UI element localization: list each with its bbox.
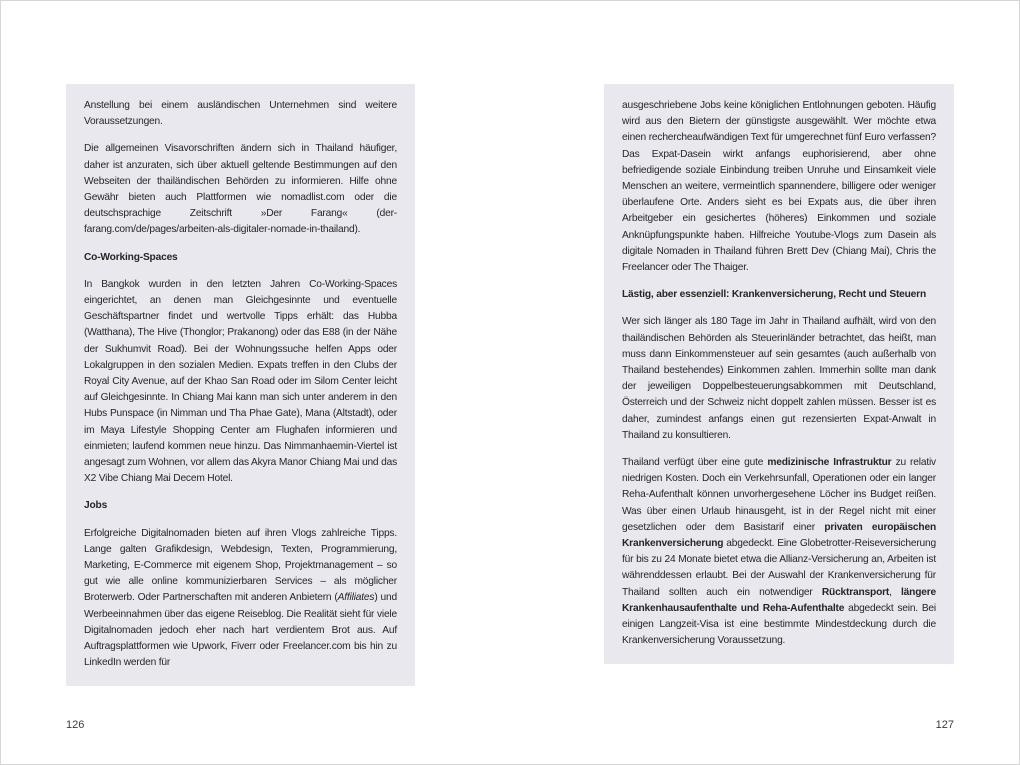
text-run: Anstellung bei einem ausländischen Unternehmen sind weitere Voraussetzungen. [84,100,397,128]
bold-text-run: Jobs [84,500,108,512]
text-run: Thailand verfügt über eine gute [622,457,768,469]
right-page [510,0,1020,765]
body-paragraph [622,98,936,276]
text-run: , [889,586,902,598]
section-heading [84,250,397,266]
bold-text-run: Co-Working-Spaces [84,251,178,263]
section-heading [622,287,936,303]
body-paragraph [84,98,397,130]
body-paragraph [622,455,936,649]
body-paragraph [84,277,397,488]
body-paragraph [622,314,936,444]
text-run: ausgeschriebene Jobs keine königlichen Entlohnungen geboten. Häufig wird aus den Bietern der günstigste ausgewählt. Wer möchte etwa einen rechercheaufwändigen Text für umgerechnet fünf Euro verfassen? Das Expat-Dasein wirkt anfangs euphorisierend, aber ohne befriedigende soziale Einbindung treiben Unruhe und Einsamkeit viele Menschen an weitere, vermeintlich spannendere, billigere oder weniger überlaufene Orte. Anders sieht es bei Expats aus, die über ihren Arbeitgeber ein gesichertes (höheres) Einkommen und soziale Anknüpfungspunkte haben. Hilfreiche Youtube-Vlogs zum Dasein als digitale Nomaden in Thailand führen Brett Dev (Chiang Mai), Chris the Freelancer oder The Thaiger. [622,100,936,274]
text-run: zu relativ niedrigen Kosten. Doch ein Verkehrsunfall, Operationen oder ein langer Reha-Aufenthalt können unvorhergesehene Löcher ins Budget reißen. Was über einen Urlaub hinausgeht, ist in der Regel nicht mit einer gesetzlichen oder dem Basistarif einer [622,457,936,533]
bold-text-run: privaten europäischen Krankenversicherung [622,521,936,550]
right-page-text-box [604,84,954,664]
left-page-number: 126 [66,719,85,731]
text-run: Erfolgreiche Digitalnomaden bieten auf ihren Vlogs zahlreiche Tipps. Lange galten Grafikdesign, Webdesign, Texten, Programmierung, Marketing, E-Commerce mit eigenem Shop, Projektmanagement – so gut wie alle online kommunizierbaren Services – als möglicher Broterwerb. Oder Partnerschaften mit anderen Anbietern ( [84,527,397,604]
right-page-number: 127 [935,719,954,731]
section-heading [84,498,397,514]
text-run: abgedeckt. Eine Globetrotter-Reiseversicherung für bis zu 24 Monate bietet etwa die Allianz-Versicherung an, Arbeiten ist währenddessen erlaubt. Bei der Auswahl der Krankenversicherung für Thailand sollten auch ein notwendiger [622,538,936,598]
bold-text-run: längere Krankenhausaufenthalte und Reha-Aufenthalte [622,586,936,614]
italic-text-run: Affiliates [337,592,375,604]
bold-text-run: Rücktransport [821,586,890,598]
body-paragraph [84,141,397,238]
text-run: abgedeckt sein. Bei einigen Langzeit-Visa ist eine bestimmte Mindestdeckung durch die Krankenversicherung Voraussetzung. [622,602,937,647]
bold-text-run: Lästig, aber essenziell: Krankenversicherung, Recht und Steuern [622,289,927,301]
body-paragraph [84,526,397,672]
bold-text-run: medizinische Infrastruktur [767,457,892,469]
text-run: ) und Werbeeinnahmen über das eigene Reiseblog. Die Realität sieht für viele Digitalnomaden jedoch eher nach hart verdientem Brot aus. Auf Auftragsplattformen wie Upwork, Fiverr oder Freelancer.com bis hin zu LinkedIn werden für [84,592,397,669]
left-page-text-box [66,84,415,686]
text-run: Die allgemeinen Visavorschriften ändern sich in Thailand häufiger, daher ist anzuraten, sich über aktuell geltende Bestimmungen auf den Webseiten der thailändischen Behörden zu informieren. Hilfe ohne Gewähr bieten auch Plattformen wie nomadlist.com oder die deutschsprachige Zeitschrift »Der Farang« (der-farang.com/de/pages/arbeiten-als-digitaler-nomade-in-thailand). [84,143,397,236]
text-run: In Bangkok wurden in den letzten Jahren Co-Working-Spaces eingerichtet, an denen man Gleichgesinnte und eventuelle Geschäftspartner findet und wertvolle Tipps erhält: das Hubba (Watthana), The Hive (Thonglor; Prakanong) oder das E88 (in der Nähe der Sukhumvit Road). Bei der Wohnungssuche helfen Apps oder Lokalgruppen in den sozialen Medien. Expats treffen in den Clubs der Royal City Avenue, auf der Khao San Road oder im Silom Center leicht auf Gleichgesinnte. In Chiang Mai kann man sich unter anderem in den Hubs Punspace (in Nimman und Tha Phae Gate), Mana (Altstadt), oder im Maya Lifestyle Shopping Center am Flughafen informieren und einmieten; laufend kommen neue hinzu. Das Nimmanhaemin-Viertel ist angesagt zum Wohnen, vor allem das Akyra Manor Chiang Mai und das X2 Vibe Chiang Mai Decem Hotel. [84,278,397,485]
text-run: Wer sich länger als 180 Tage im Jahr in Thailand aufhält, wird von den thailändischen Behörden als Steuerinländer betrachtet, das heißt, man muss dann Einkommensteuer auf sein gesamtes (auch außerhalb von Thailand bestehendes) Einkommen zahlen. Immerhin sollte man dank der jeweiligen Doppelbesteuerungsabkommen mit Deutschland, Österreich und der Schweiz nicht doppelt zahlen müssen. Besser ist es daher, zumindest anfangs einen gut rezensierten Expat-Anwalt in Thailand zu konsultieren. [622,316,936,441]
